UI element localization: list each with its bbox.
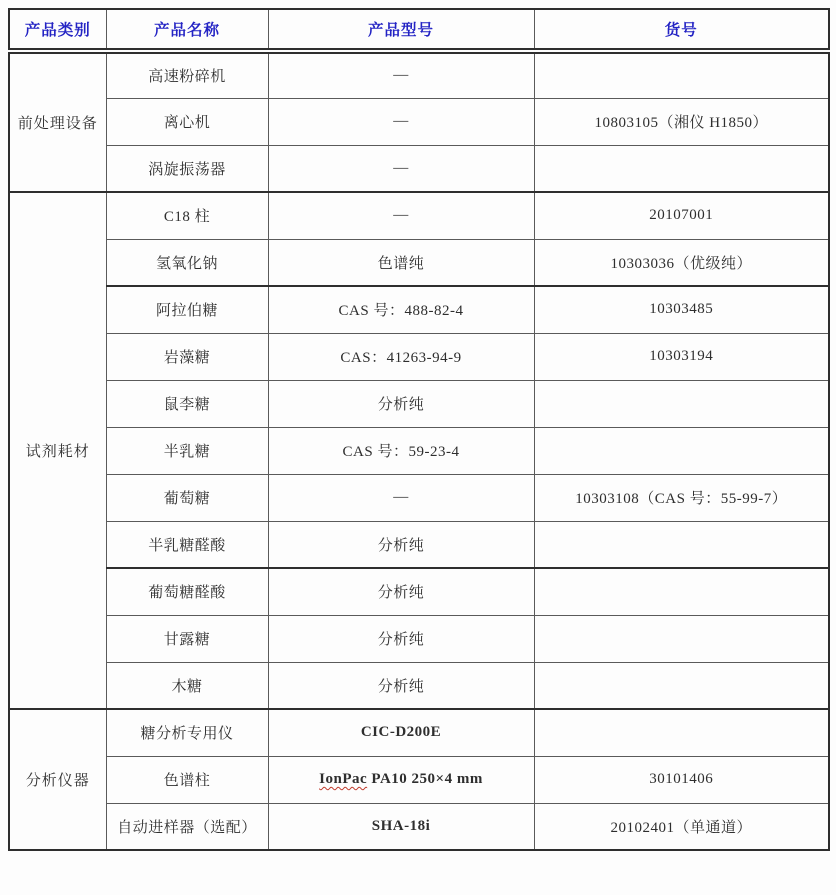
- product-model-cell: 色谱纯: [268, 239, 534, 286]
- product-model-cell: CAS 号：488-82-4: [268, 286, 534, 333]
- sku-cell: [534, 568, 829, 615]
- sku-cell: [534, 145, 829, 192]
- product-row: [9, 568, 829, 615]
- product-name-cell: 自动进样器（选配）: [106, 803, 268, 850]
- product-name-cell: 鼠李糖: [106, 380, 268, 427]
- product-row: [9, 98, 829, 145]
- product-row: [9, 286, 829, 333]
- category-cell: 前处理设备: [9, 51, 106, 192]
- product-model-cell: —: [268, 51, 534, 98]
- category-cell: 试剂耗材: [9, 192, 106, 709]
- column-header-category: 产品类别: [9, 9, 106, 51]
- product-row: [9, 474, 829, 521]
- sku-cell: [534, 615, 829, 662]
- product-name-cell: 阿拉伯糖: [106, 286, 268, 333]
- product-row: [9, 803, 829, 850]
- sku-cell: [534, 521, 829, 568]
- sku-cell: 20102401（单通道）: [534, 803, 829, 850]
- product-model-cell: 分析纯: [268, 521, 534, 568]
- product-model-cell: —: [268, 192, 534, 239]
- product-row: [9, 709, 829, 756]
- product-row: [9, 662, 829, 709]
- product-model-cell: CAS 号：59-23-4: [268, 427, 534, 474]
- sku-cell: [534, 380, 829, 427]
- product-name-cell: 岩藻糖: [106, 333, 268, 380]
- product-name-cell: 高速粉碎机: [106, 51, 268, 98]
- product-model-cell: IonPac PA10 250×4 mm: [268, 756, 534, 803]
- sku-cell: [534, 427, 829, 474]
- sku-cell: [534, 662, 829, 709]
- product-name-cell: 木糖: [106, 662, 268, 709]
- product-name-cell: 甘露糖: [106, 615, 268, 662]
- product-name-cell: 葡萄糖: [106, 474, 268, 521]
- sku-cell: 20107001: [534, 192, 829, 239]
- product-name-cell: C18 柱: [106, 192, 268, 239]
- product-model-cell: —: [268, 474, 534, 521]
- product-row: [9, 521, 829, 568]
- product-model-cell: CAS：41263-94-9: [268, 333, 534, 380]
- product-table: [8, 8, 830, 851]
- spellcheck-wavy-underline: IonPac: [319, 771, 368, 787]
- sku-cell: 10303194: [534, 333, 829, 380]
- product-row: [9, 380, 829, 427]
- product-model-cell: —: [268, 145, 534, 192]
- product-model-cell: 分析纯: [268, 662, 534, 709]
- product-row: [9, 51, 829, 98]
- product-model-cell: 分析纯: [268, 568, 534, 615]
- product-model-cell: —: [268, 98, 534, 145]
- product-row: [9, 192, 829, 239]
- sku-cell: [534, 709, 829, 756]
- sku-cell: 10303485: [534, 286, 829, 333]
- sku-cell: 30101406: [534, 756, 829, 803]
- product-model-cell: SHA-18i: [268, 803, 534, 850]
- product-name-cell: 半乳糖: [106, 427, 268, 474]
- column-header-sku: 货号: [534, 9, 829, 51]
- category-cell: 分析仪器: [9, 709, 106, 850]
- product-row: [9, 239, 829, 286]
- table-body: [9, 51, 829, 850]
- product-name-cell: 涡旋振荡器: [106, 145, 268, 192]
- product-name-cell: 色谱柱: [106, 756, 268, 803]
- product-name-cell: 葡萄糖醛酸: [106, 568, 268, 615]
- product-row: [9, 145, 829, 192]
- sku-cell: 10803105（湘仪 H1850）: [534, 98, 829, 145]
- column-header-product-model: 产品型号: [268, 9, 534, 51]
- product-model-cell: CIC-D200E: [268, 709, 534, 756]
- product-model-cell: 分析纯: [268, 380, 534, 427]
- product-row: [9, 756, 829, 803]
- sku-cell: 10303036（优级纯）: [534, 239, 829, 286]
- product-model-cell: 分析纯: [268, 615, 534, 662]
- sku-cell: 10303108（CAS 号：55-99-7）: [534, 474, 829, 521]
- product-name-cell: 半乳糖醛酸: [106, 521, 268, 568]
- header-row: [9, 9, 829, 51]
- product-row: [9, 333, 829, 380]
- product-name-cell: 氢氧化钠: [106, 239, 268, 286]
- product-row: [9, 427, 829, 474]
- product-name-cell: 糖分析专用仪: [106, 709, 268, 756]
- column-header-product-name: 产品名称: [106, 9, 268, 51]
- product-name-cell: 离心机: [106, 98, 268, 145]
- product-row: [9, 615, 829, 662]
- sku-cell: [534, 51, 829, 98]
